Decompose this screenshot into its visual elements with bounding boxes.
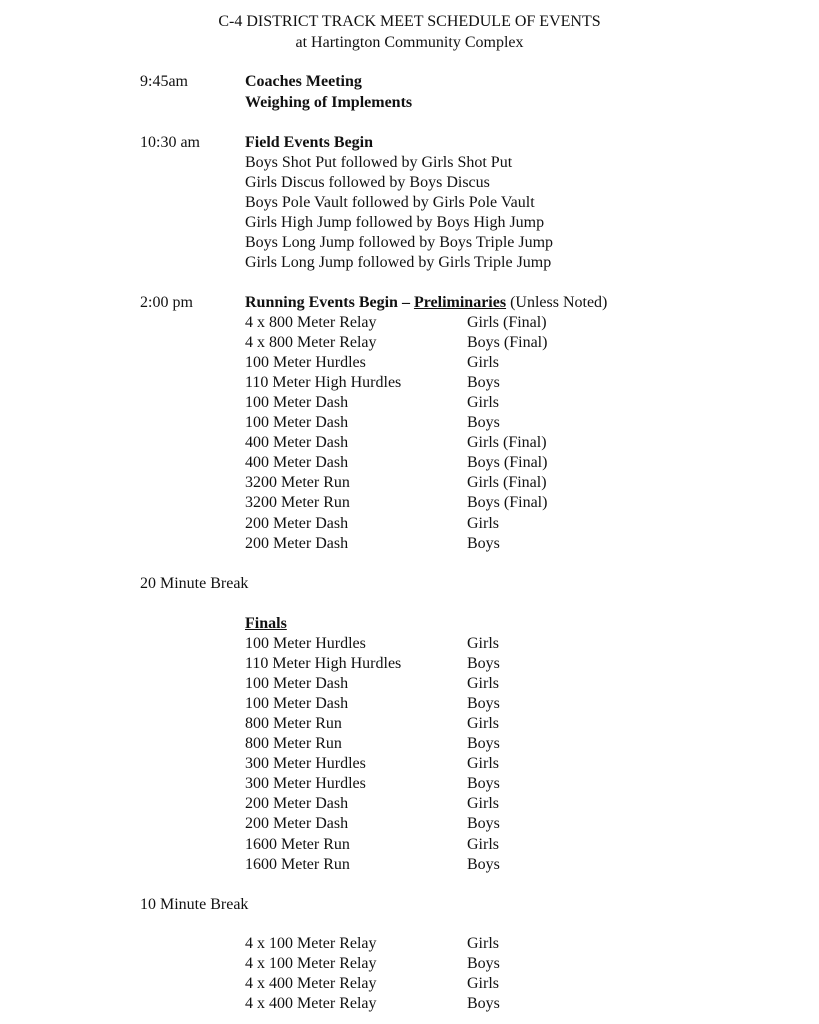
preliminaries-label: Preliminaries (413, 294, 507, 311)
event-division: Boys (467, 775, 500, 793)
event-division: Boys (467, 534, 500, 552)
event-division: Girls (467, 935, 499, 952)
event-division: Boys (Final) (467, 494, 548, 512)
event-division: Girls (467, 715, 499, 733)
event-name: 200 Meter Dash (245, 514, 349, 532)
event-division: Girls (467, 514, 499, 532)
event-division: Boys (Final) (467, 454, 548, 472)
weighing-implements: Weighing of Implements (245, 94, 413, 111)
document-subtitle: at Hartington Community Complex (295, 34, 524, 51)
time-945: 9:45am (140, 73, 188, 90)
event-division: Girls (Final) (467, 434, 547, 452)
event-name: 300 Meter Hurdles (245, 755, 366, 773)
event-name: 200 Meter Dash (245, 795, 349, 813)
field-events-heading: Field Events Begin (245, 134, 374, 151)
time-1030: 10:30 am (140, 134, 200, 151)
break-20-minute: 20 Minute Break (140, 575, 249, 592)
event-name: 100 Meter Hurdles (245, 354, 366, 372)
field-event-item: Girls Long Jump followed by Girls Triple Jump (245, 254, 552, 271)
event-name: 110 Meter High Hurdles (245, 655, 402, 673)
running-heading-part1: Running Events Begin – (245, 294, 414, 311)
finals-heading: Finals (245, 615, 287, 632)
event-division: Boys (467, 735, 500, 753)
event-division: Girls (467, 635, 499, 652)
event-division: Girls (467, 835, 499, 853)
event-name: 1600 Meter Run (245, 855, 350, 873)
event-division: Girls (467, 354, 499, 372)
event-name: 4 x 800 Meter Relay (245, 334, 377, 352)
event-division: Boys (467, 955, 500, 973)
event-division: Boys (467, 374, 500, 392)
event-name: 100 Meter Dash (245, 675, 349, 693)
event-name: 200 Meter Dash (245, 534, 349, 552)
coaches-meeting: Coaches Meeting (245, 73, 362, 90)
event-division: Girls (467, 975, 499, 993)
field-event-item: Girls Discus followed by Boys Discus (245, 174, 490, 191)
event-division: Girls (467, 755, 499, 773)
field-event-item: Boys Long Jump followed by Boys Triple Jump (245, 234, 554, 251)
event-name: 4 x 800 Meter Relay (245, 314, 377, 331)
event-division: Boys (Final) (467, 334, 548, 352)
event-name: 100 Meter Dash (245, 394, 349, 412)
event-division: Boys (467, 414, 500, 432)
event-name: 100 Meter Dash (245, 414, 349, 432)
event-division: Girls (467, 394, 499, 412)
event-division: Girls (Final) (467, 474, 547, 492)
event-division: Boys (467, 655, 500, 673)
event-name: 800 Meter Run (245, 715, 342, 733)
break-10-minute: 10 Minute Break (140, 896, 249, 913)
running-events-heading (245, 293, 607, 313)
event-division: Girls (467, 795, 499, 813)
event-division: Girls (467, 675, 499, 693)
event-name: 800 Meter Run (245, 735, 342, 753)
event-division: Boys (467, 855, 500, 873)
event-name: 400 Meter Dash (245, 454, 349, 472)
event-name: 4 x 100 Meter Relay (245, 955, 377, 973)
event-name: 400 Meter Dash (245, 434, 349, 452)
event-name: 3200 Meter Run (245, 474, 350, 492)
event-name: 1600 Meter Run (245, 835, 350, 853)
event-name: 4 x 100 Meter Relay (245, 935, 377, 952)
event-division: Boys (467, 815, 500, 833)
event-name: 4 x 400 Meter Relay (245, 975, 377, 993)
time-200: 2:00 pm (140, 294, 193, 311)
event-name: 110 Meter High Hurdles (245, 374, 402, 392)
event-name: 4 x 400 Meter Relay (245, 995, 377, 1013)
event-name: 200 Meter Dash (245, 815, 349, 833)
event-division: Boys (467, 695, 500, 713)
event-name: 100 Meter Dash (245, 695, 349, 713)
field-event-item: Boys Shot Put followed by Girls Shot Put (245, 154, 513, 171)
field-event-item: Boys Pole Vault followed by Girls Pole Vault (245, 194, 535, 211)
event-name: 3200 Meter Run (245, 494, 350, 512)
event-division: Boys (467, 995, 500, 1013)
event-name: 300 Meter Hurdles (245, 775, 366, 793)
event-division: Girls (Final) (467, 314, 547, 331)
event-name: 100 Meter Hurdles (245, 635, 366, 652)
unless-noted-label: (Unless Noted) (506, 294, 608, 311)
document-title: C-4 DISTRICT TRACK MEET SCHEDULE OF EVENTS (218, 13, 601, 30)
field-event-item: Girls High Jump followed by Boys High Jump (245, 214, 545, 231)
